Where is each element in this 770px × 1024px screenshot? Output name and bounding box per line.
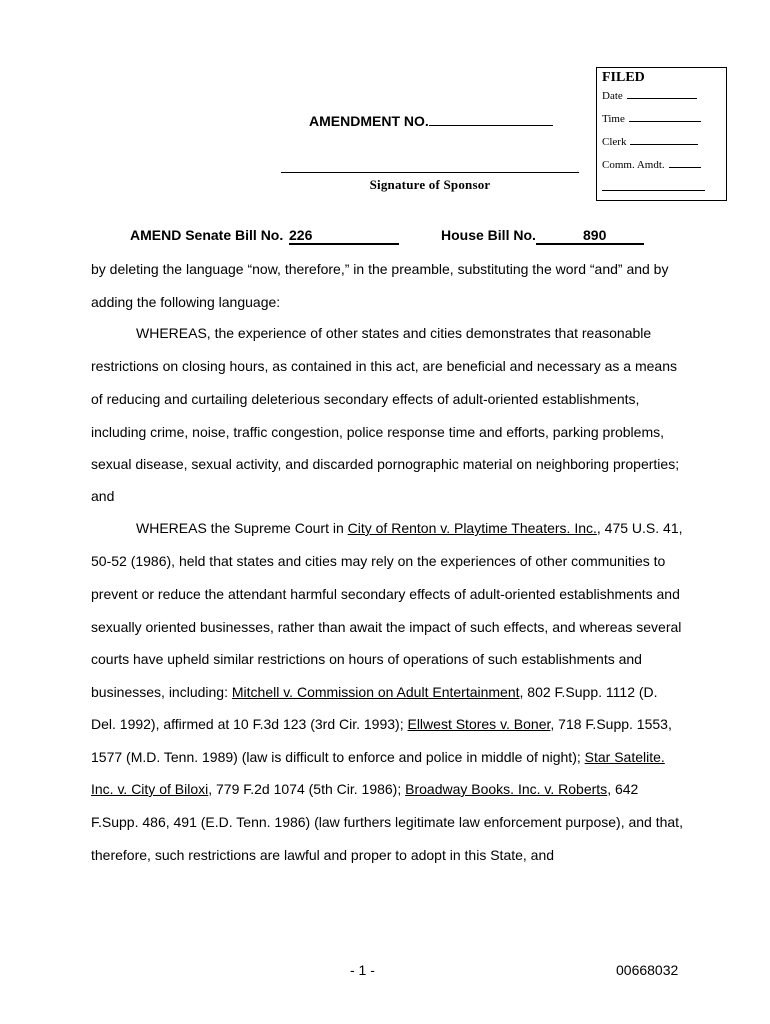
body-text: businesses, including: — [91, 684, 232, 700]
case-citation: Inc. v. City of Biloxi — [91, 781, 209, 797]
filed-comm-label: Comm. Amdt. — [602, 159, 665, 171]
body-text: Del. 1992), affirmed at 10 F.3d 123 (3rd Cir. 1993); — [91, 716, 408, 732]
body-line: prevent or reduce the attendant harmful secondary effects of adult-oriented establishments and — [91, 586, 680, 602]
body-line: F.Supp. 486, 491 (E.D. Tenn. 1986) (law furthers legitimate law enforcement purpose), and that, — [91, 814, 683, 830]
amendment-label: AMENDMENT NO. — [309, 113, 429, 129]
amendment-number-line — [429, 112, 553, 126]
filed-date-row — [602, 89, 697, 102]
body-line — [91, 684, 658, 700]
filed-comm-line — [669, 158, 701, 168]
signature-label: Signature of Sponsor — [369, 177, 491, 192]
body-line — [91, 716, 672, 732]
page-number: - 1 - — [350, 962, 375, 978]
filed-comm-row — [602, 158, 701, 171]
document-id: 00668032 — [616, 962, 679, 978]
senate-bill-number: 226 — [289, 227, 399, 245]
body-text: 1577 (M.D. Tenn. 1989) (law is difficult to enforce and police in middle of night); — [91, 749, 585, 765]
amendment-number — [309, 112, 553, 129]
body-line: courts have upheld similar restrictions on hours of operations of such establishments and — [91, 651, 642, 667]
body-line: 50-52 (1986), held that states and cities may rely on the experiences of other communities to — [91, 553, 666, 569]
filed-time-label: Time — [602, 113, 625, 125]
body-line: sexually oriented businesses, rather than await the impact of such effects, and whereas several — [91, 619, 682, 635]
filed-extra-row — [602, 181, 705, 194]
body-line: therefore, such restrictions are lawful and proper to adopt in this State, and — [91, 847, 555, 863]
filed-date-line — [627, 89, 697, 99]
signature-line — [281, 172, 579, 173]
house-bill-number: 890 — [583, 227, 607, 243]
body-line: of reducing and curtailing deleterious secondary effects of adult-oriented establishments, — [91, 391, 640, 407]
filed-title: FILED — [602, 70, 645, 85]
case-citation: Star Satelite. — [584, 749, 665, 765]
filed-time-line — [629, 112, 701, 122]
body-line: by deleting the language “now, therefore,” in the preamble, substituting the word “and” and by — [91, 261, 669, 277]
body-line — [91, 749, 665, 765]
body-line — [91, 781, 638, 797]
filed-clerk-line — [630, 135, 698, 145]
filed-date-label: Date — [602, 90, 623, 102]
body-text: , 475 U.S. 41, — [596, 520, 683, 536]
case-citation: City of Renton v. Playtime Theaters. Inc. — [347, 520, 597, 536]
body-line: restrictions on closing hours, as contained in this act, are beneficial and necessary as a means — [91, 358, 677, 374]
case-citation: Broadway Books. Inc. v. Roberts — [405, 781, 608, 797]
senate-bill-label: AMEND Senate Bill No. — [130, 227, 284, 243]
filed-box — [596, 67, 727, 201]
filed-time-row — [602, 112, 701, 125]
body-text: , 779 F.2d 1074 (5th Cir. 1986); — [208, 781, 406, 797]
filed-clerk-row — [602, 135, 698, 148]
case-citation: Mitchell v. Commission on Adult Entertainment — [231, 684, 520, 700]
body-text: , 802 F.Supp. 1112 (D. — [519, 684, 658, 700]
body-line — [136, 520, 683, 536]
house-bill-label: House Bill No. — [441, 227, 536, 243]
body-text: , 718 F.Supp. 1553, — [550, 716, 672, 732]
body-line: sexual disease, sexual activity, and discarded pornographic material on neighboring properties; — [91, 456, 680, 472]
filed-extra-line — [602, 181, 705, 191]
body-text: WHEREAS the Supreme Court in — [136, 520, 348, 536]
filed-clerk-label: Clerk — [602, 136, 627, 148]
body-line: WHEREAS, the experience of other states and cities demonstrates that reasonable — [136, 325, 652, 341]
body-text: , 642 — [607, 781, 639, 797]
body-line: and — [91, 488, 115, 504]
case-citation: Ellwest Stores v. Boner — [407, 716, 551, 732]
house-bill-number-field — [536, 227, 644, 245]
body-line: including crime, noise, traffic congestion, police response time and efforts, parking problems, — [91, 424, 665, 440]
body-line: adding the following language: — [91, 294, 281, 310]
